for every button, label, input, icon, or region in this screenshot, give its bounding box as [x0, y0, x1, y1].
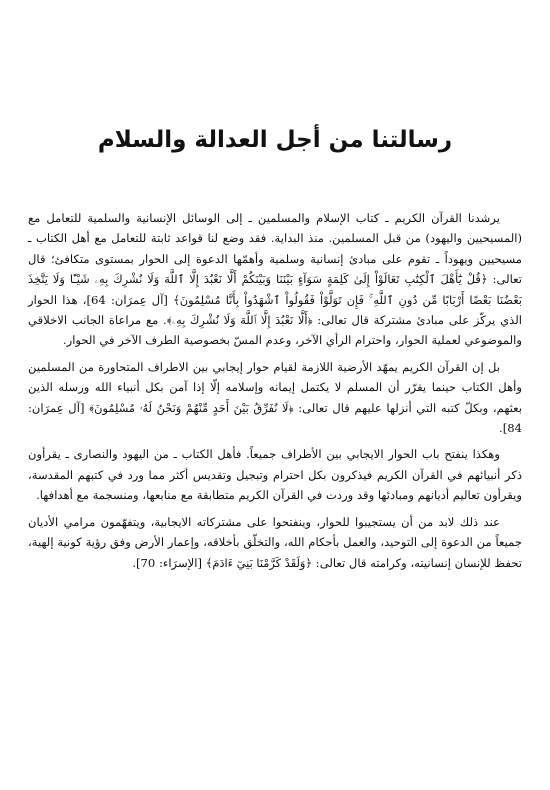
- quran-verse: ﴿وَلَقَدْ كَرَّمْنَا بَنِيٓ ءَادَمَ﴾: [205, 555, 313, 570]
- quran-verse: ﴿قُلْ يَٰٓأَهْلَ ٱلْكِتَٰبِ تَعَالَوْاْ إِلَىٰ كَلِمَةٍ سَوَآءٍ بَيْنَنَا وَبَيْنَكُمْ أَلَّا نَعْبُدَ إِلَّا ٱللَّهَ وَلَا نُشْرِكَ بِهِۦ شَيْـًٔا وَلَا يَتَّخِذَ بَعْضُنَا بَعْضًا أَرْبَابًا مِّن دُونِ ٱللَّهِ ۚ فَإِن تَوَلَّوْاْ فَقُولُواْ ٱشْهَدُواْ بِأَنَّا مُسْلِمُونَ﴾: [28, 272, 522, 307]
- paragraph-2: [28, 357, 522, 439]
- text-segment: وهكذا ينفتح باب الحوار الايجابي بين الأطراف جميعاً. فأهل الكتاب ـ من اليهود والنصارى ـ يقرأون ذكر أنبيائهم في القرآن الكريم فيذكرون بكل احترام وتبجيل وتقديس أكثر مما ورد في كتبهم المقدسة، ويقرأون تعاليم أديانهم ومبادئها وقد وردت في القرآن الكريم متطابقة مع منابعها، ومنسجمة مع أهدافها.: [28, 447, 522, 503]
- text-segment: بل إن القرآن الكريم يمهّد الأرضية اللازمة لقيام حوار إيجابي بين الاطراف المتحاورة من المسلمين وأهل الكتاب حينما يقرّر أن المسلم لا يكتمل إيمانه وإسلامه إلّا إذا آمن بكل أنبياء الله ورسله الذين بعثهم، وبكلّ كتبه التي أنزلها عليهم قال تعالى:: [28, 359, 522, 415]
- page-title: رسالتنا من أجل العدالة والسلام: [97, 127, 453, 153]
- text-segment: . مع مراعاة الجانب الاخلاقي والموضوعي لعملية الحوار، واحترام الرأي الآخر، وعدم المسّ بخصوصية الطرف الآخر في الحوار.: [28, 313, 522, 348]
- paragraph-4: [28, 512, 522, 573]
- text-segment: عند ذلك لابد من أن يستجيبوا للحوار، وينفتحوا على مشتركاته الايجابية، ويتفهّمون مرامي الأديان جميعاً من الدعوة إلى التوحيد، والعمل بأحكام الله، والتخلّق بأخلاقه، وإعمار الأرض وفق رؤية كونية إلهية، تحفظ للإنسان إنسانيته، وكرامته قال تعالى:: [28, 514, 522, 570]
- text-segment: [آل عِمرَان: 84].: [28, 400, 522, 436]
- text-segment: [الإسرَاء: 70].: [132, 555, 206, 570]
- quran-verse: ﴿لَا نُفَرِّقُ بَيْنَ أَحَدٍ مِّنْهُمْ وَنَحْنُ لَهُۥ مُسْلِمُونَ﴾: [89, 400, 294, 415]
- paragraph-1: [28, 208, 522, 351]
- paragraph-3: [28, 444, 522, 505]
- quran-verse: ﴿أَلَّا نَعْبُدَ إِلَّا ٱللَّهَ وَلَا نُشْرِكَ بِهِۦ﴾: [166, 313, 313, 328]
- text-segment: [آل عِمرَان: 64]، هذا الحوار الذي يركّز على مبادئ مشتركة قال تعالى:: [28, 292, 522, 328]
- body-text: [28, 208, 522, 579]
- text-segment: يرشدنا القرآن الكريم ـ كتاب الإسلام والمسلمين ـ إلى الوسائل الإنسانية والسلمية للتعامل مع (المسيحيين واليهود) من قبل المسلمين. منذ البداية. فقد وضع لنا قواعد ثابتة للتعامل مع أهل الكتاب ـ مسيحيين ويهوداً ـ تقوم على مبادئ إنسانية وسلمية وأهمّها الدعوة إلى الحوار بمستوى متكافئ؛ قال تعالى:: [28, 211, 523, 287]
